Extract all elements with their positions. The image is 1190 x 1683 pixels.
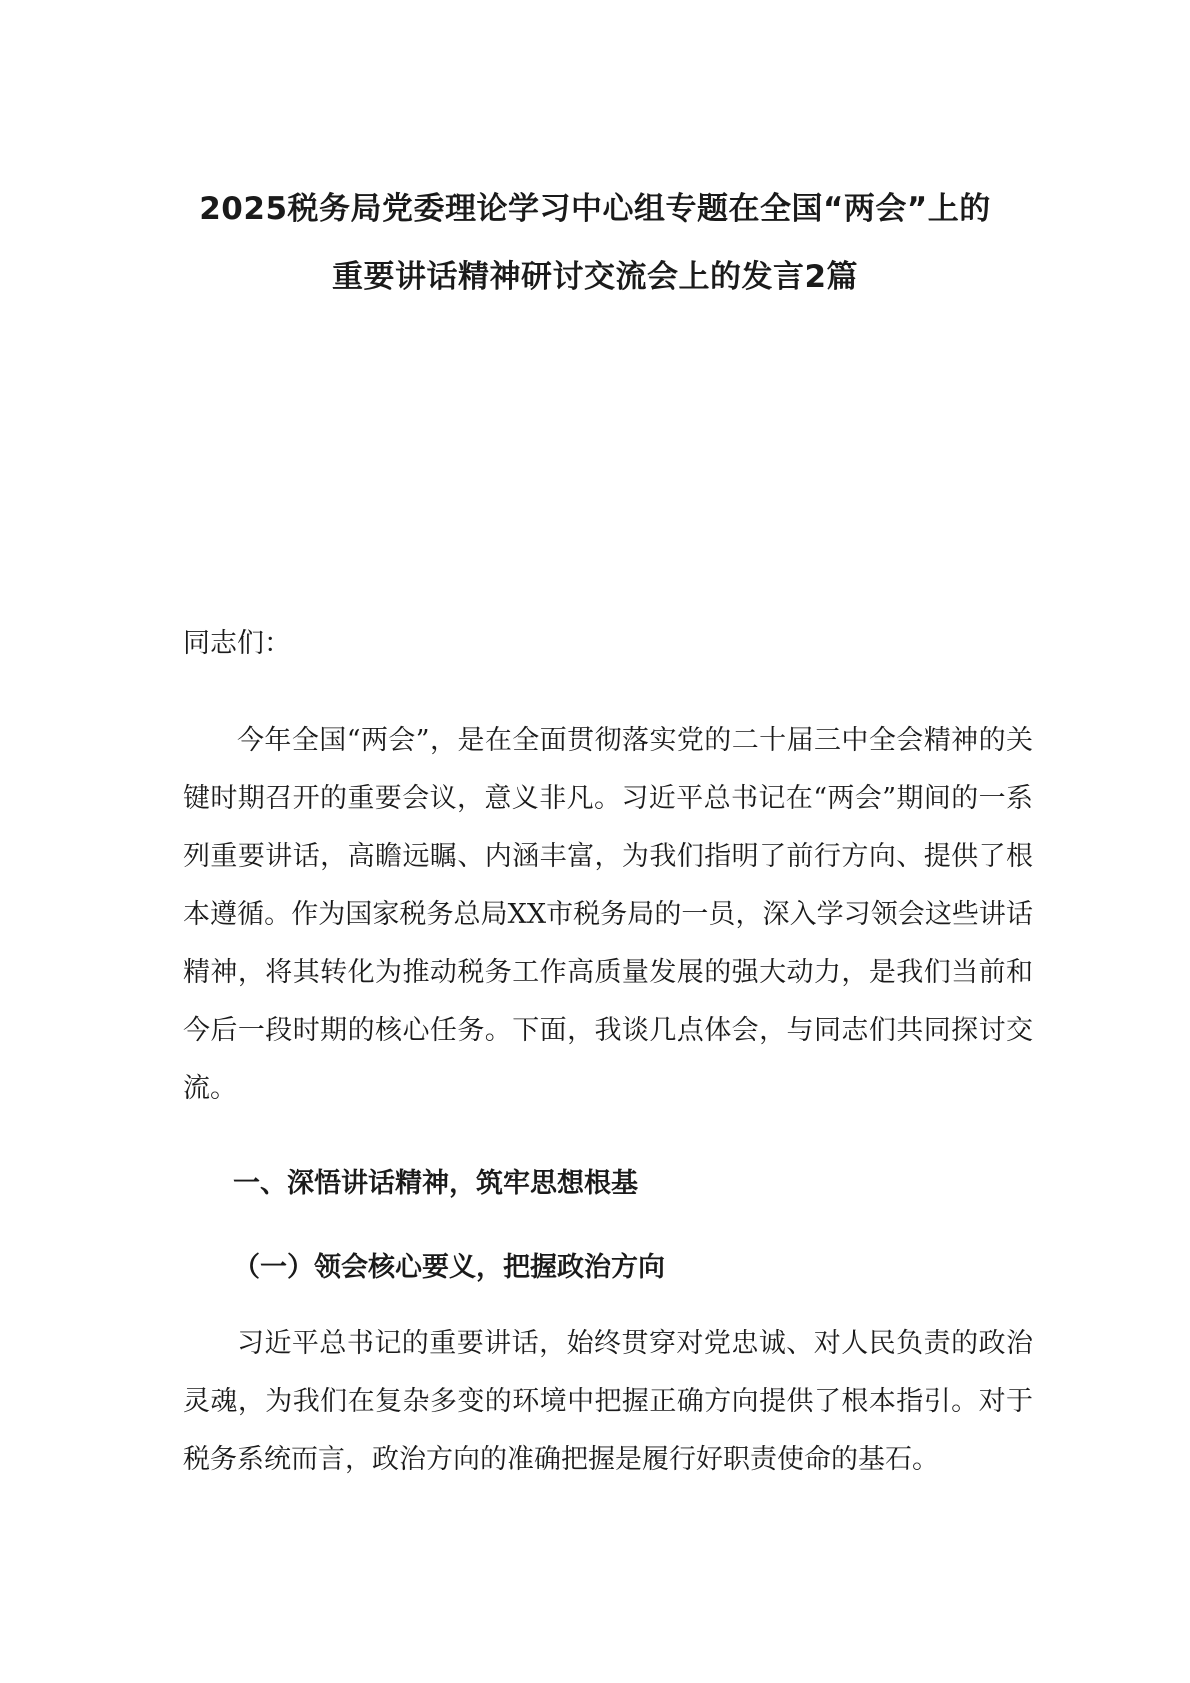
salutation: 同志们： (183, 628, 291, 659)
document-title-line-2: 重要讲话精神研讨交流会上的发言2篇 (331, 259, 859, 295)
paragraph-intro: 今年全国“两会”，是在全面贯彻落实党的二十届三中全会精神的关键时期召开的重要会议，意义非凡。习近平总书记在“两会”期间的一系列重要讲话，高瞻远瞩、内涵丰富，为我们指明了前行方向、提供了根本遵循。作为国家税务总局XX市税务局的一员，深入学习领会这些讲话精神，将其转化为推动税务工作高质量发展的强大动力，是我们当前和今后一段时期的核心任务。下面，我谈几点体会，与同志们共同探讨交流。 (183, 725, 1033, 1104)
paragraph-body: 习近平总书记的重要讲话，始终贯穿对党忠诚、对人民负责的政治灵魂，为我们在复杂多变的环境中把握正确方向提供了根本指引。对于税务系统而言，政治方向的准确把握是履行好职责使命的基石。 (183, 1328, 1033, 1475)
section-heading-1: 一、深悟讲话精神，筑牢思想根基 (233, 1168, 638, 1199)
document-title-line-1: 2025税务局党委理论学习中心组专题在全国“两会”上的 (199, 191, 991, 227)
subsection-heading-1: （一）领会核心要义，把握政治方向 (233, 1252, 665, 1283)
